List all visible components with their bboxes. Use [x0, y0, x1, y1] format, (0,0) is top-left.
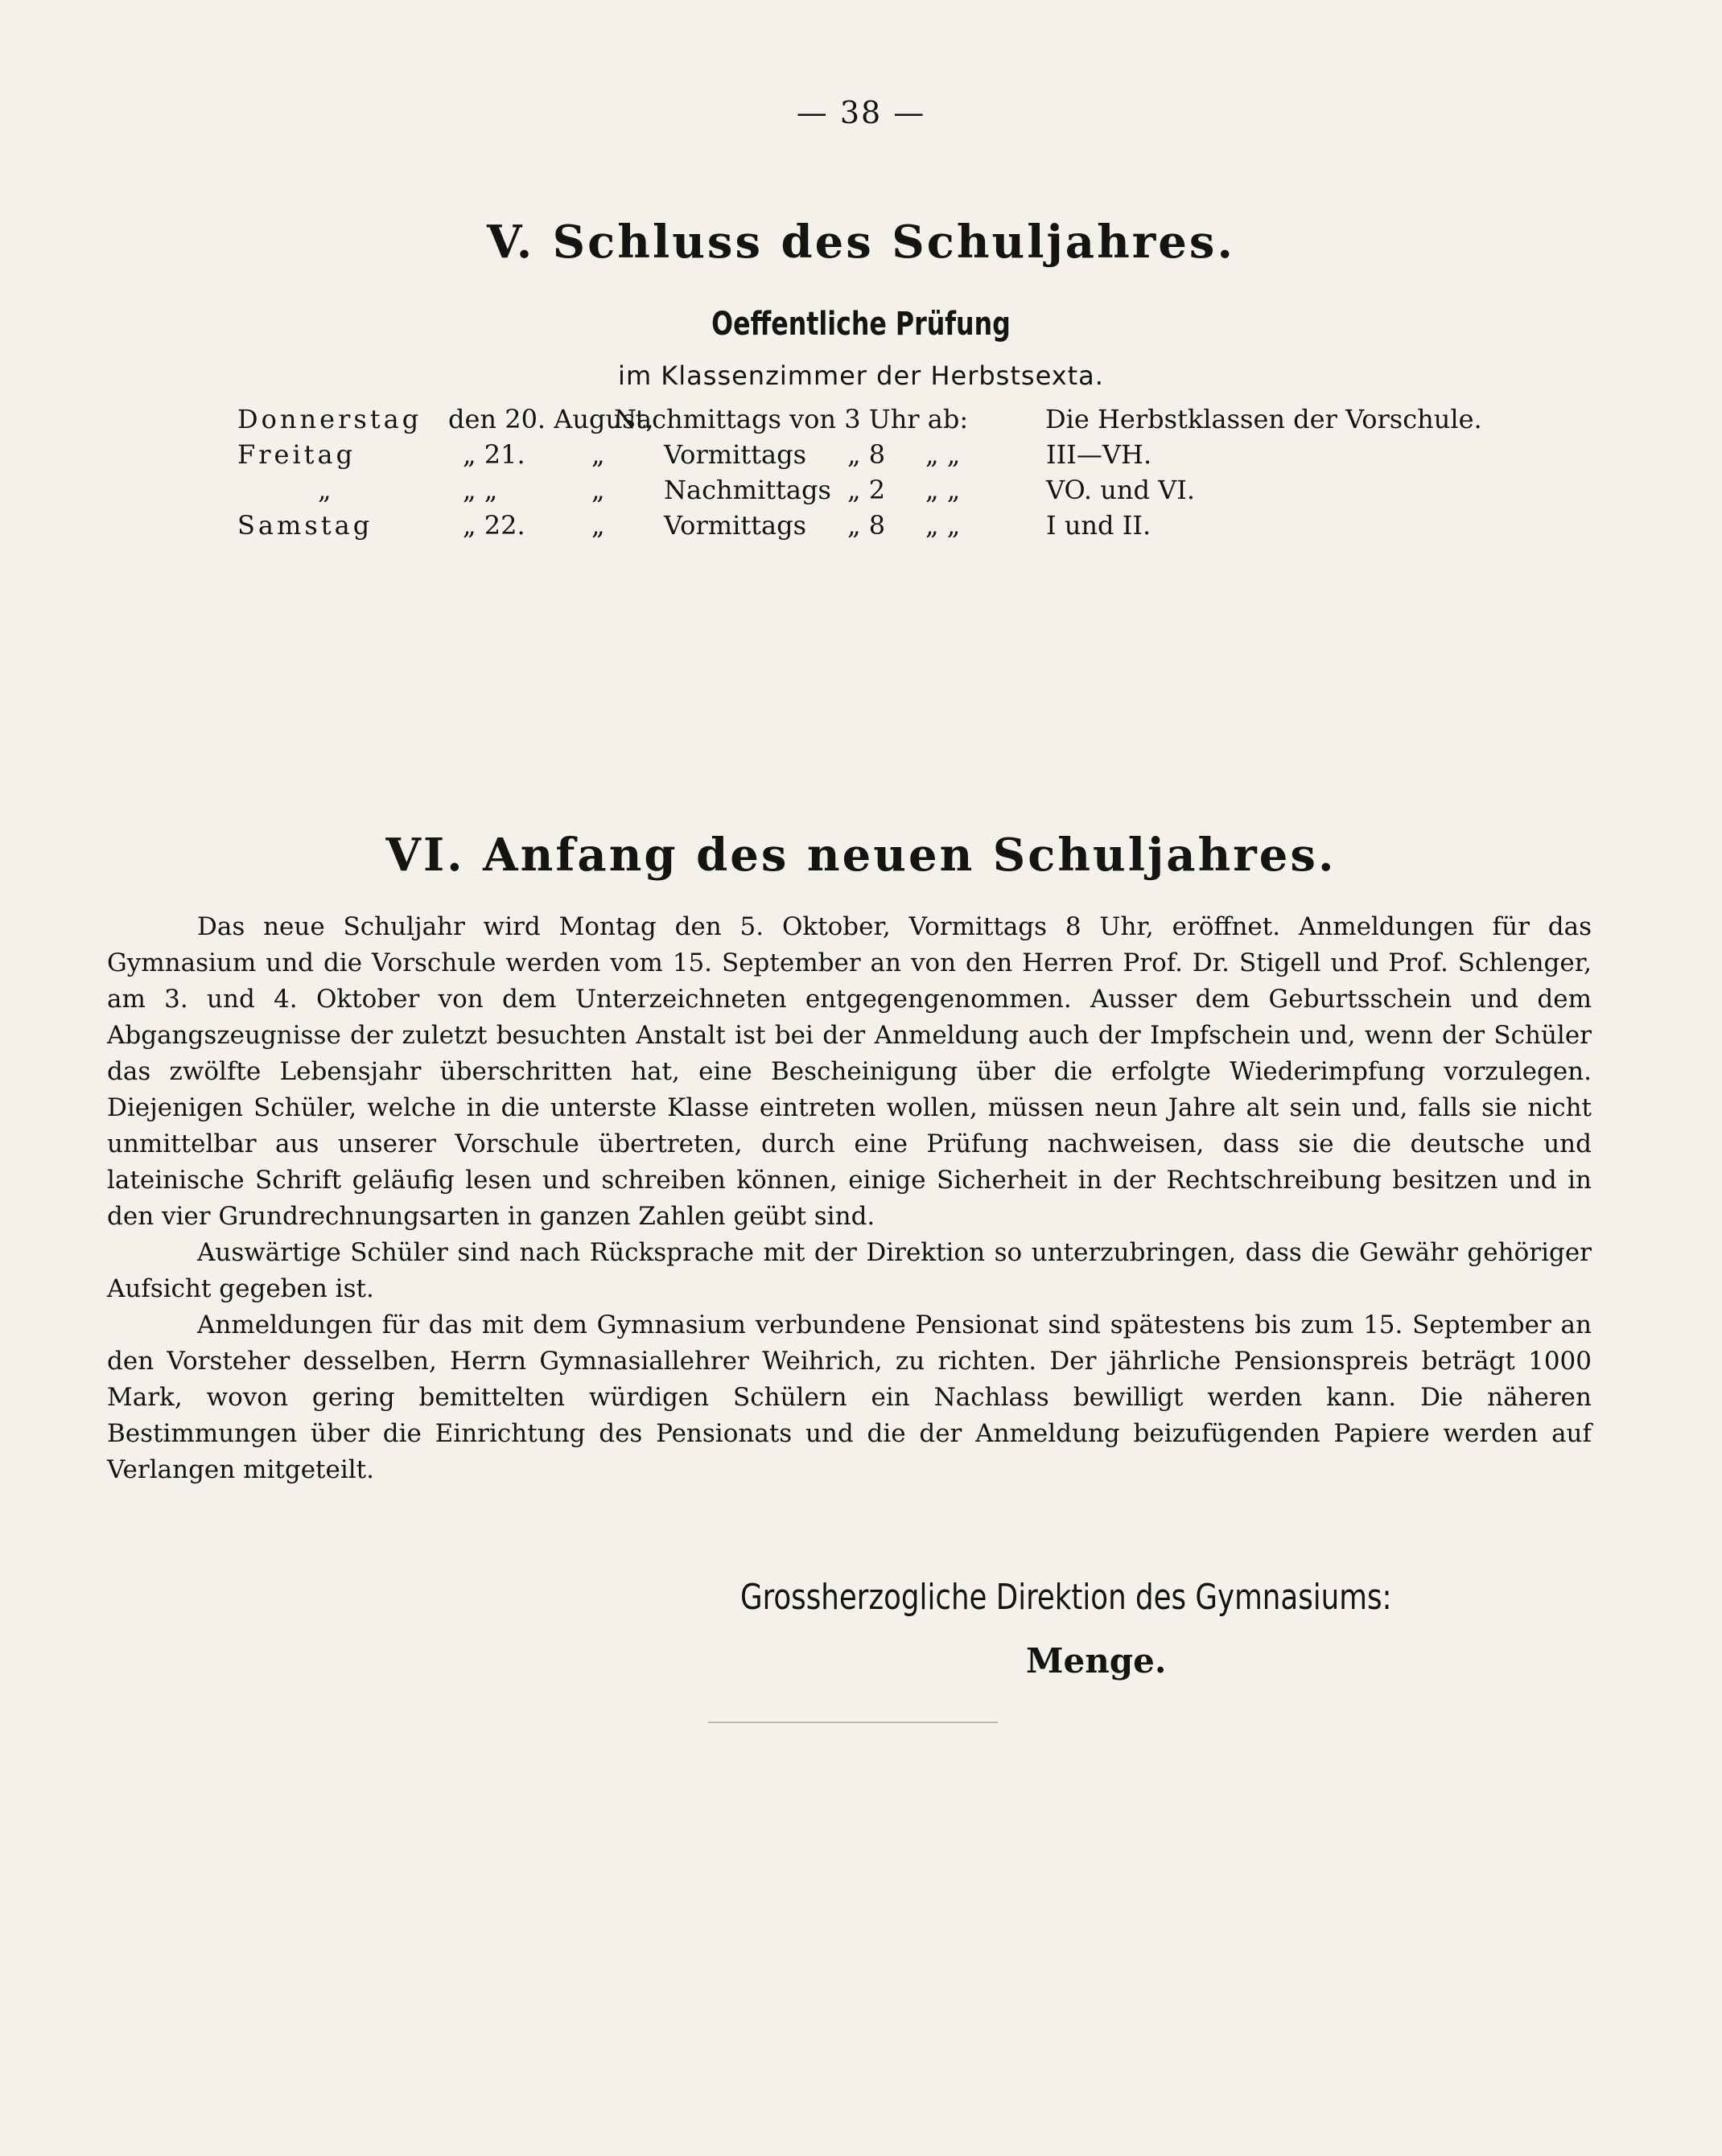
- exam-date: „ 21.: [463, 439, 525, 470]
- section-6-title: VI. Anfang des neuen Schuljahres.: [385, 829, 1337, 882]
- exam-date: „ 22.: [463, 510, 525, 541]
- exam-hour: „ 8: [847, 510, 886, 541]
- paragraph: Das neue Schuljahr wird Montag den 5. Oktober, Vormittags 8 Uhr, eröffnet. Anmeldungen für das Gymnasium und die Vorschule werden vom 15. September an von den Herren Prof. Dr. Stigell und Prof. Schlenger, am 3. und 4. Oktober von dem Unterzeichneten entgegengenommen. Ausser dem Geburtsschein und dem Abgangszeugnisse der zuletzt besuchten Anstalt ist bei der Anmeldung auch der Impfschein und, wenn der Schüler das zwölfte Lebensjahr überschritten hat, eine Bescheinigung über die erfolgte Wiederimpfung vorzulegen. Diejenigen Schüler, welche in die unterste Klasse eintreten wollen, müssen neun Jahre alt sein und, falls sie nicht unmittelbar aus unserer Vorschule übertreten, durch eine Prüfung nachweisen, dass sie die deutsche und lateinische Schrift geläufig lesen und schreiben können, einige Sicherheit in der Rechtschreibung besitzen und in den vier Grundrechnungsarten in ganzen Zahlen geübt sind.: [107, 912, 1592, 1231]
- exam-quote: „: [591, 439, 605, 470]
- exam-time: Vormittags: [664, 439, 807, 470]
- exam-time: Vormittags: [664, 510, 807, 541]
- exam-quote: „: [591, 510, 605, 541]
- exam-date: den 20. August,: [448, 404, 654, 434]
- exam-day: Samstag: [237, 510, 373, 541]
- exam-quote: „: [591, 475, 605, 505]
- exam-uhr: „ „: [925, 475, 961, 505]
- divider: [708, 1722, 998, 1723]
- exam-time: Nachmittags: [664, 475, 831, 505]
- exam-location: im Klassenzimmer der Herbstsexta.: [618, 360, 1104, 391]
- exam-day: Donnerstag: [237, 404, 422, 434]
- exam-classes: Die Herbstklassen der Vorschule.: [1045, 404, 1482, 434]
- section-6-body: [107, 909, 1592, 1488]
- exam-classes: I und II.: [1046, 510, 1151, 541]
- exam-uhr: „ „: [925, 510, 961, 541]
- page-number: — 38 —: [796, 95, 926, 130]
- exam-classes: VO. und VI.: [1046, 475, 1196, 505]
- exam-hour: „ 8: [847, 439, 886, 470]
- exam-hour: „ 2: [847, 475, 886, 505]
- exam-day: Freitag: [237, 439, 356, 470]
- exam-date: „ „: [463, 475, 498, 505]
- signature-name: Menge.: [1026, 1641, 1167, 1681]
- signature-institution: Grossherzogliche Direktion des Gymnasiums:: [740, 1577, 1392, 1618]
- exam-subtitle: Oeffentliche Prüfung: [711, 306, 1011, 343]
- exam-classes: III—VH.: [1046, 439, 1152, 470]
- exam-day: „: [318, 475, 332, 505]
- paragraph: Auswärtige Schüler sind nach Rücksprache mit der Direktion so unterzubringen, dass die Gewähr gehöriger Aufsicht gegeben ist.: [107, 1238, 1592, 1303]
- paragraph: Anmeldungen für das mit dem Gymnasium verbundene Pensionat sind spätestens bis zum 15. September an den Vorsteher desselben, Herrn Gymnasiallehrer Weihrich, zu richten. Der jährliche Pensionspreis beträgt 1000 Mark, wovon gering bemittelten würdigen Schülern ein Nachlass bewilligt werden kann. Die näheren Bestimmungen über die Einrichtung des Pensionats und die der Anmeldung beizufügenden Papiere werden auf Verlangen mitgeteilt.: [107, 1310, 1592, 1484]
- exam-time: Nachmittags von 3 Uhr ab:: [614, 404, 969, 434]
- exam-uhr: „ „: [925, 439, 961, 470]
- section-5-title: V. Schluss des Schuljahres.: [487, 216, 1235, 269]
